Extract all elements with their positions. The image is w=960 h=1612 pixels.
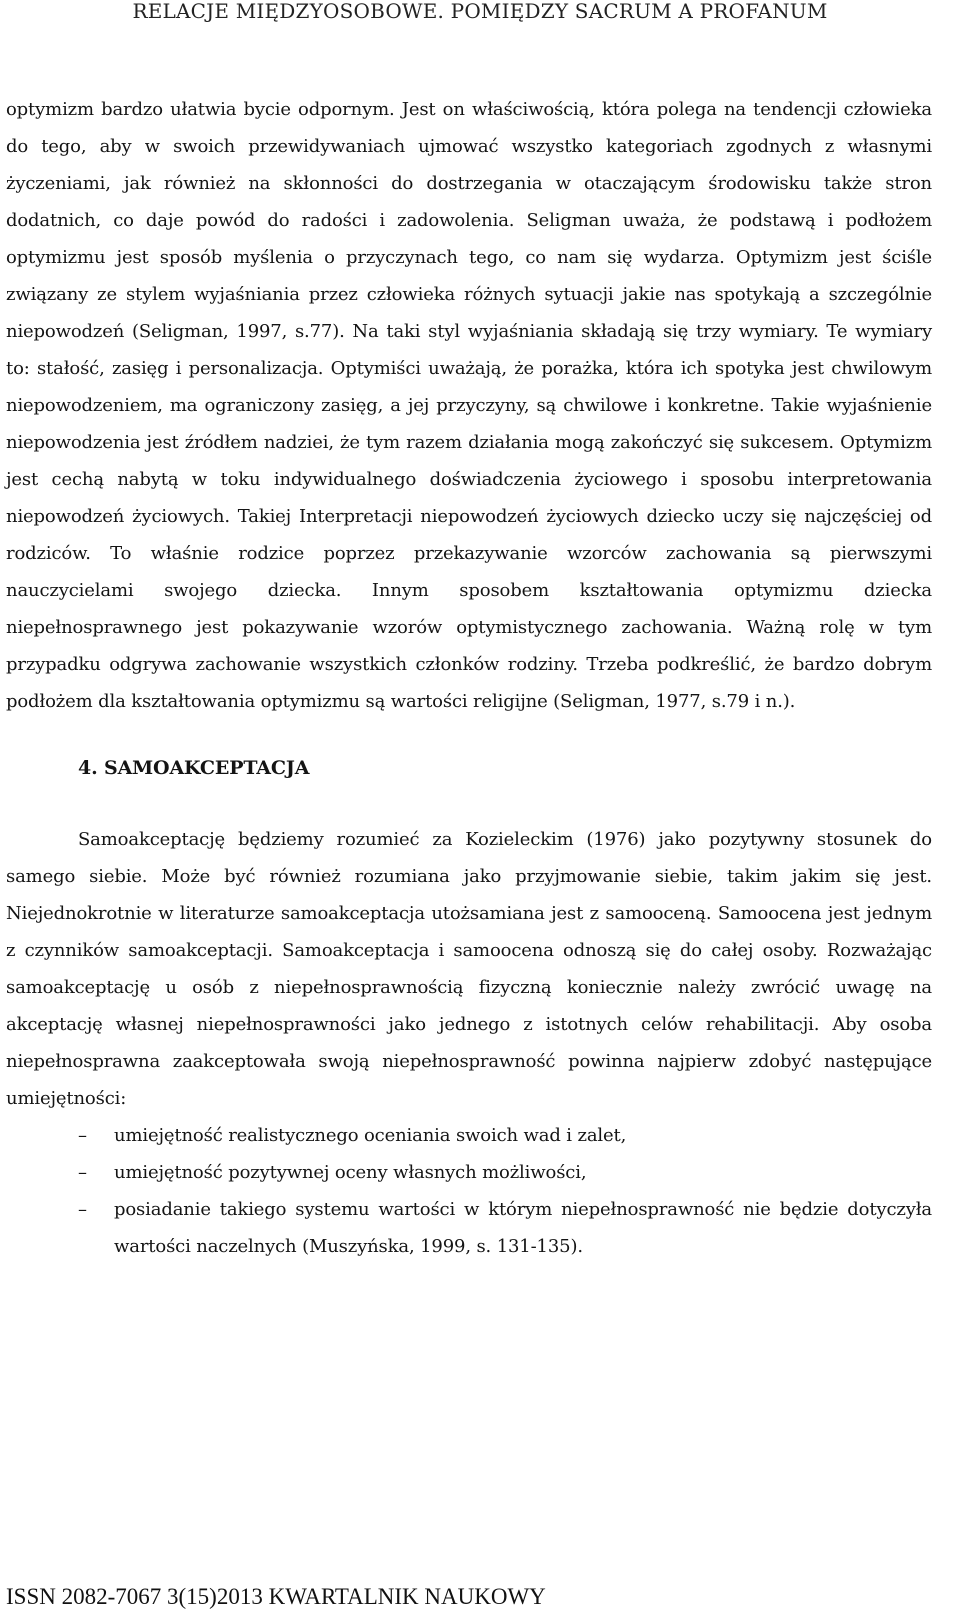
paragraph-optimism: optymizm bardzo ułatwia bycie odpornym. Jest on właściwością, która polega na tendencji człowieka do tego, aby w swoich przewidywaniach ujmować wszystko kategoriach zgodnych z własnymi życzeniami, jak również na skłonności do dostrzegania w otaczającym środowisku także stron dodatnich, co daje powód do radości i zadowolenia. Seligman uważa, że podstawą i podłożem optymizmu jest sposób myślenia o przyczynach tego, co nam się wydarza. Optymizm jest ściśle związany ze stylem wyjaśniania przez człowieka różnych sytuacji jakie nas spotykają a szczególnie niepowodzeń (Seligman, 1997, s.77). Na taki styl wyjaśniania składają się trzy wymiary. Te wymiary to: stałość, zasięg i personalizacja. Optymiści uważają, że porażka, która ich spotyka jest chwilowym niepowodzeniem, ma ograniczony zasięg, a jej przyczyny, są chwilowe i konkretne. Takie wyjaśnienie niepowodzenia jest źródłem nadziei, że tym razem działania mogą zakończyć się sukcesem. Optymizm jest cechą nabytą w toku indywidualnego doświadczenia życiowego i sposobu interpretowania niepowodzeń życiowych. Takiej Interpretacji niepowodzeń życiowych dziecko uczy się najczęściej od rodziców. To właśnie rodzice poprzez przekazywanie wzorców zachowania są pierwszymi nauczycielami swojego dziecka. Innym sposobem kształtowania optymizmu dziecka niepełnosprawnego jest pokazywanie wzorów optymistycznego zachowania. Ważną rolę w tym przypadku odgrywa zachowanie wszystkich członków rodziny. Trzeba podkreślić, że bardzo dobrym podłożem dla kształtowania optymizmu są wartości religijne (Seligman, 1977, s.79 i n.). [6,99,932,712]
spacer [6,720,932,750]
spacer [6,787,932,821]
list-item [6,1191,932,1265]
skills-list [6,1117,932,1265]
list-dash: – [78,1162,87,1183]
section-number: 4. [78,757,98,779]
list-item-text: umiejętność realistycznego oceniania swoich wad i zalet, [114,1125,627,1146]
list-item-text: posiadanie takiego systemu wartości w którym niepełnosprawność nie będzie dotyczyła wartości naczelnych (Muszyńska, 1999, s. 131-135). [114,1199,932,1257]
section-heading [6,750,932,787]
list-dash: – [78,1125,87,1146]
list-item [6,1117,932,1154]
list-item-text: umiejętność pozytywnej oceny własnych możliwości, [114,1162,587,1183]
article-body [6,91,932,1265]
list-dash: – [78,1199,87,1220]
list-item [6,1154,932,1191]
paragraph-self-acceptance: Samoakceptację będziemy rozumieć za Kozieleckim (1976) jako pozytywny stosunek do samego siebie. Może być również rozumiana jako przyjmowanie siebie, takim jakim się jest. Niejednokrotnie w literaturze samoakceptacja utożsamiana jest z samooceną. Samoocena jest jednym z czynników samoakceptacji. Samoakceptacja i samoocena odnoszą się do całej osoby. Rozważając samoakceptację u osób z niepełnosprawnością fizyczną koniecznie należy zwrócić uwagę na akceptację własnej niepełnosprawności jako jednego z istotnych celów rehabilitacji. Aby osoba niepełnosprawna zaakceptowała swoją niepełnosprawność powinna najpierw zdobyć następujące umiejętności: [6,829,932,1109]
section-title: SAMOAKCEPTACJA [104,757,310,779]
running-header: RELACJE MIĘDZYOSOBOWE. POMIĘDZY SACRUM A PROFANUM [132,0,828,23]
journal-footer: ISSN 2082-7067 3(15)2013 KWARTALNIK NAUKOWY [6,1584,546,1609]
